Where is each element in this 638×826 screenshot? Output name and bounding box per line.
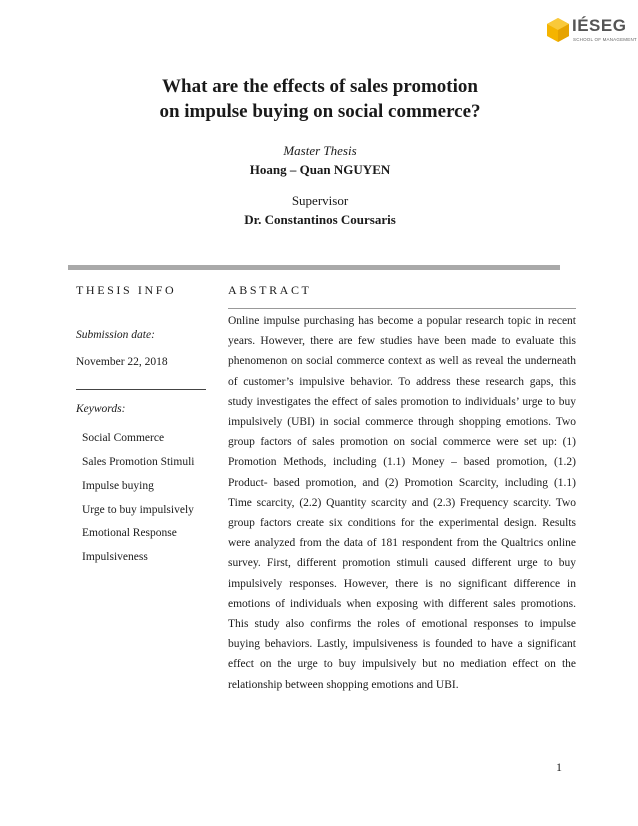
ieseg-logo-mark-icon: [545, 17, 571, 43]
abstract-text: Online impulse purchasing has become a popular research topic in recent years. However, there are few studies have been made to evaluate this phenomenon on social commerce context as well as reveal the underneath of customer’s impulsive behavior. To address these research gaps, this study investigates the effect of sales promotion to individuals’ urge to buy impulsively (UBI) in social commerce through shopping emotions. Two group factors of sales promotion on social commerce were set up: (1) Promotion Methods, including (1.1) Money – based promotion, (1.2) Product- based promotion, and (2) Promotion Scarcity, including (1.1) Time scarcity, (2.2) Quantity scarcity and (2.3) Frequency scarcity. Two group factors create six conditions for the experimental design. Results were analyzed from the data of 181 respondent from the Qualtrics online survey. First, different promotion stimuli caused different urge to buy impulsively responses. However, there is no significant difference in emotions of individuals when exposing with different sales promotions. This study also confirms the roles of emotional responses to impulse buying behaviors. Lastly, impulsiveness is founded to have a significant effect on the urge to buy impulsively but no mediation effect on the relationship between shopping emotions and UBI.: [228, 315, 576, 691]
info-divider: [76, 389, 206, 390]
submission-date-label: Submission date:: [76, 329, 155, 341]
keyword-item: Social Commerce: [82, 432, 165, 444]
thesis-info-heading: THESIS INFO: [76, 283, 177, 297]
submission-date: November 22, 2018: [76, 356, 168, 368]
header-divider: [68, 265, 560, 270]
paper-title: [60, 74, 580, 124]
keyword-item: Urge to buy impulsively: [82, 504, 194, 516]
keyword-item: Emotional Response: [82, 527, 177, 539]
keywords-label: Keywords:: [76, 403, 126, 415]
keyword-item: Impulse buying: [82, 480, 154, 492]
abstract-heading: ABSTRACT: [228, 283, 312, 297]
title-line-2: on impulse buying on social commerce?: [159, 101, 481, 122]
page-number: 1: [556, 760, 562, 774]
thesis-type: Master Thesis: [283, 143, 357, 158]
abstract-divider: [228, 308, 576, 309]
ieseg-logo: [545, 14, 637, 48]
logo-subtitle: SCHOOL OF MANAGEMENT: [573, 37, 637, 42]
keyword-item: Sales Promotion Stimuli: [82, 456, 195, 468]
supervisor-label: Supervisor: [291, 193, 349, 208]
supervisor-name: Dr. Constantinos Coursaris: [244, 212, 396, 227]
title-line-1: What are the effects of sales promotion: [162, 76, 478, 97]
keyword-item: Impulsiveness: [82, 551, 148, 563]
author-name: Hoang – Quan NGUYEN: [249, 162, 391, 177]
logo-name: IÉSEG: [572, 16, 627, 35]
